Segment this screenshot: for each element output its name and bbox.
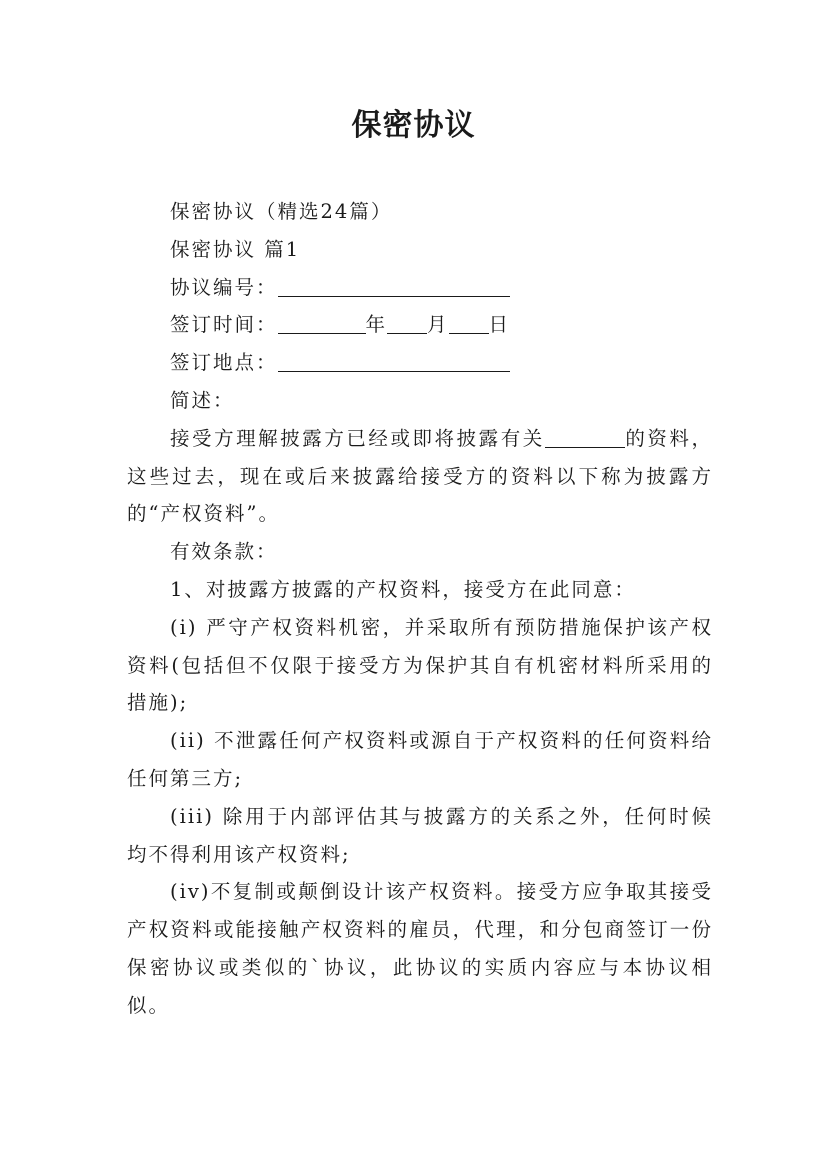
sign-place-label: 签订地点： (170, 351, 278, 375)
day-label: 日 (488, 313, 511, 337)
terms-label: 有效条款： (170, 540, 278, 564)
clause-1: 1、对披露方披露的产权资料，接受方在此同意： (170, 577, 636, 601)
day-blank[interactable] (449, 311, 489, 334)
month-blank[interactable] (387, 311, 427, 334)
subtitle-line: 保密协议（精选24篇） (170, 200, 393, 223)
summary-paragraph (127, 420, 713, 533)
subject-blank[interactable] (545, 425, 625, 448)
agreement-number-label: 协议编号： (170, 275, 278, 299)
document-title: 保密协议 (351, 108, 476, 143)
clause-iv: (iv)不复制或颠倒设计该产权资料。接受方应争取其接受产权资料或能接触产权资料的雇员，代理，和分包商签订一份保密协议或类似的`协议，此协议的实质内容应与本协议相似。 (127, 880, 713, 1017)
year-label: 年 (365, 313, 388, 337)
year-blank[interactable] (278, 311, 366, 334)
summary-text-before: 接受方理解披露方已经或即将披露有关 (170, 426, 545, 450)
sign-place-blank[interactable] (278, 349, 510, 372)
agreement-number-line (127, 269, 713, 307)
agreement-number-blank[interactable] (278, 274, 510, 297)
sign-date-line (127, 306, 713, 344)
clause-iii: (iii) 除用于内部评估其与披露方的关系之外，任何时候均不得利用该产权资料; (127, 804, 713, 866)
sign-date-label: 签订时间： (170, 313, 278, 337)
section-heading: 保密协议 篇1 (170, 237, 301, 261)
clause-ii: (ii) 不泄露任何产权资料或源自于产权资料的任何资料给任何第三方; (127, 729, 713, 790)
clause-i: (i) 严守产权资料机密，并采取所有预防措施保护该产权资料(包括但不仅限于接受方为保护其自有机密材料所采用的措施); (127, 615, 713, 715)
month-label: 月 (427, 313, 449, 337)
document-body (127, 193, 713, 1025)
summary-label: 简述： (170, 388, 235, 412)
sign-place-line (127, 344, 713, 382)
summary-text-after: 的资料，这些过去，现在或后来披露给接受方的资料以下称为披露方的“产权资料”。 (127, 426, 713, 526)
